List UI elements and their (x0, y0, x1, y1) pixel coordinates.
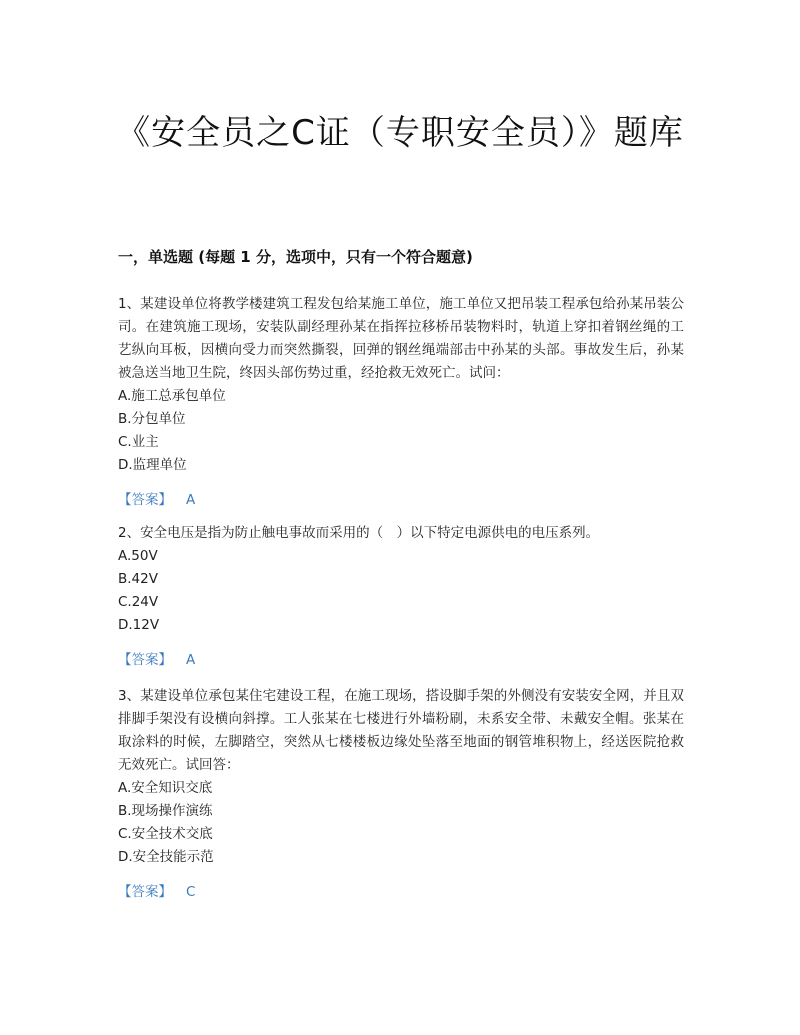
option-a: A.施工总承包单位 (118, 388, 226, 404)
question-stem: 2、安全电压是指为防止触电事故而采用的（ ）以下特定电源供电的电压系列。 (118, 525, 600, 541)
option-c: C.业主 (118, 434, 159, 450)
question-2 (118, 522, 684, 672)
option-d: D.12V (118, 617, 160, 633)
answer-row (118, 649, 684, 672)
option-b: B.分包单位 (118, 411, 186, 427)
answer-label: 【答案】 (118, 652, 172, 668)
option-a: A.安全知识交底 (118, 780, 213, 796)
option-c: C.24V (118, 594, 159, 610)
answer-label: 【答案】 (118, 884, 172, 900)
answer-row (118, 881, 684, 904)
question-3 (118, 685, 684, 904)
answer-value: C (186, 884, 196, 900)
question-stem: 3、某建设单位承包某住宅建设工程，在施工现场，搭设脚手架的外侧没有安装安全网，并且双排脚手架没有设横向斜撑。工人张某在七楼进行外墙粉刷，未系安全带、未戴安全帽。张某在取涂料的时候，左脚踏空，突然从七楼楼板边缘处坠落至地面的钢管堆积物上，经送医院抢救无效死亡。试回答： (118, 688, 684, 773)
answer-label: 【答案】 (118, 492, 172, 508)
section-heading: 一，单选题 (每题 1 分，选项中，只有一个符合题意) (118, 248, 473, 266)
document-title: 《安全员之C证（专职安全员）》题库 (116, 113, 684, 153)
question-stem: 1、某建设单位将教学楼建筑工程发包给某施工单位，施工单位又把吊装工程承包给孙某吊装公司。在建筑施工现场，安装队副经理孙某在指挥拉移桥吊装物料时，轨道上穿扣着钢丝绳的工艺纵向耳板，因横向受力而突然撕裂，回弹的钢丝绳端部击中孙某的头部。事故发生后，孙某被急送当地卫生院，终因头部伤势过重，经抢救无效死亡。试问： (118, 296, 684, 381)
option-b: B.42V (118, 571, 158, 587)
option-b: B.现场操作演练 (118, 803, 213, 819)
option-c: C.安全技术交底 (118, 826, 213, 842)
answer-value: A (186, 492, 196, 508)
option-d: D.监理单位 (118, 457, 187, 473)
question-1 (118, 293, 684, 512)
option-a: A.50V (118, 548, 158, 564)
answer-row (118, 489, 684, 512)
answer-value: A (186, 652, 196, 668)
option-d: D.安全技能示范 (118, 849, 214, 865)
